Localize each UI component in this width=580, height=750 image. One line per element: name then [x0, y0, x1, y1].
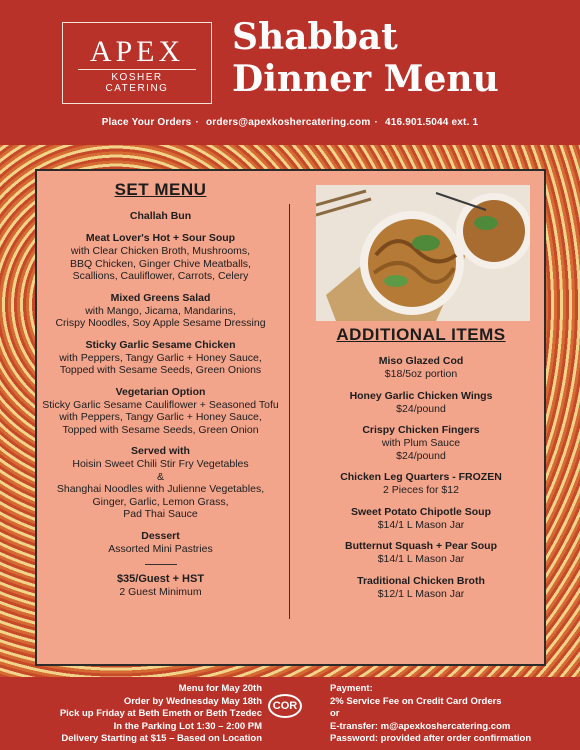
footer-line: Order by Wednesday May 18th: [123, 695, 262, 707]
menu-item-desc: with Peppers, Tangy Garlic + Honey Sauce, Topped with Sesame Seeds, Green Onions: [59, 351, 262, 376]
order-email[interactable]: orders@apexkoshercatering.com: [205, 117, 371, 128]
additional-item-desc: with Plum Sauce $24/pound: [381, 437, 461, 462]
additional-item-desc: $12/1 L Mason Jar: [377, 587, 465, 600]
menu-item-name: Dessert: [141, 529, 180, 542]
menu-title: [232, 16, 499, 100]
additional-title: ADDITIONAL ITEMS: [336, 325, 506, 344]
menu-item-name: Challah Bun: [129, 210, 192, 222]
footer-line: Menu for May 20th: [178, 683, 262, 694]
menu-item: [35, 339, 286, 377]
menu-item: [35, 210, 286, 223]
price-divider: [145, 564, 177, 565]
logo-subtitle: KOSHER CATERING: [78, 69, 196, 94]
additional-item-desc: $24/pound: [396, 402, 446, 415]
additional-item-desc: $18/5oz portion: [384, 368, 458, 380]
menu-item-name: Mixed Greens Salad: [110, 291, 211, 304]
footer-line: Pick up Friday at Beth Emeth or Beth Tzedec: [59, 708, 262, 719]
additional-item-name: Butternut Squash + Pear Soup: [345, 540, 497, 552]
menu-item-name: Meat Lover's Hot + Sour Soup: [85, 232, 236, 244]
menu-item-desc: with Clear Chicken Broth, Mushrooms, BBQ Chicken, Ginger Chive Meatballs, Scallions, Cauliflower, Carrots, Celery: [70, 245, 251, 282]
menu-item-name: Vegetarian Option: [115, 385, 206, 398]
minimum-text: 2 Guest Minimum: [119, 586, 202, 598]
additional-item-desc: $14/1 L Mason Jar: [377, 518, 465, 531]
menu-item-desc: Assorted Mini Pastries: [108, 542, 213, 555]
menu-item: [35, 530, 286, 556]
additional-item: [306, 390, 536, 416]
menu-item: [35, 445, 286, 521]
footer-bar: [0, 677, 580, 750]
footer-line: Delivery Starting at $15 – Based on Location: [61, 733, 262, 744]
additional-item: [306, 575, 536, 601]
menu-item: [35, 292, 286, 330]
noodle-bowl-photo: [316, 185, 530, 321]
additional-item: [306, 471, 536, 497]
additional-item-desc: 2 Pieces for $12: [383, 484, 459, 496]
additional-item: [306, 424, 536, 462]
additional-item-name: Traditional Chicken Broth: [357, 574, 485, 587]
menu-item-desc: Hoisin Sweet Chili Stir Fry Vegetables & Shanghai Noodles with Julienne Vegetables, Ginger, Garlic, Lemon Grass, Pad Thai Sauce: [56, 458, 265, 520]
menu-item-name: Sticky Garlic Sesame Chicken: [85, 338, 236, 351]
price-text: $35/Guest + HST: [116, 573, 205, 585]
cor-kosher-icon: COR: [268, 694, 302, 718]
menu-title-line1: Shabbat: [232, 16, 398, 58]
additional-item-name: Crispy Chicken Fingers: [362, 424, 480, 436]
menu-item: [35, 232, 286, 283]
additional-items-column: [306, 325, 536, 609]
footer-line: or: [330, 708, 340, 719]
menu-title-line2: Dinner Menu: [232, 58, 499, 100]
order-info: Place Your Orders · orders@apexkoshercatering.com · 416.901.5044 ext. 1: [101, 117, 479, 128]
additional-item: [306, 355, 536, 381]
additional-item-name: Honey Garlic Chicken Wings: [349, 389, 493, 402]
footer-line: 2% Service Fee on Credit Card Orders: [330, 695, 502, 707]
additional-item-name: Chicken Leg Quarters - FROZEN: [340, 471, 502, 483]
footer-line: E-transfer: m@apexkoshercatering.com: [330, 720, 511, 732]
additional-item-desc: $14/1 L Mason Jar: [377, 553, 465, 565]
set-menu-column: [35, 180, 286, 608]
footer-line: In the Parking Lot 1:30 – 2:00 PM: [113, 720, 262, 732]
additional-item-name: Miso Glazed Cod: [378, 355, 464, 367]
payment-details: [330, 683, 531, 746]
menu-item-desc: Sticky Garlic Sesame Cauliflower + Seasoned Tofu with Peppers, Tangy Garlic + Honey Sauce, Topped with Sesame Seeds, Green Onion: [42, 398, 279, 436]
order-details: [60, 683, 262, 746]
logo-title: APEX: [89, 35, 185, 68]
additional-item-name: Sweet Potato Chipotle Soup: [350, 505, 491, 518]
additional-item: [306, 540, 536, 566]
set-menu-price: [35, 573, 286, 599]
menu-item-desc: with Mango, Jicama, Mandarins, Crispy Noodles, Soy Apple Sesame Dressing: [55, 304, 266, 329]
order-label: Place Your Orders: [101, 117, 192, 128]
footer-line: Payment:: [330, 683, 373, 694]
footer-line: Password: provided after order confirmation: [330, 733, 532, 744]
order-phone[interactable]: 416.901.5044 ext. 1: [384, 117, 479, 128]
additional-item: [306, 506, 536, 532]
column-divider: [289, 204, 290, 619]
set-menu-title: SET MENU: [114, 180, 207, 199]
menu-item-name: Served with: [131, 445, 190, 457]
menu-item: [35, 386, 286, 437]
header-bar: [0, 0, 580, 145]
apex-logo: [62, 22, 212, 104]
